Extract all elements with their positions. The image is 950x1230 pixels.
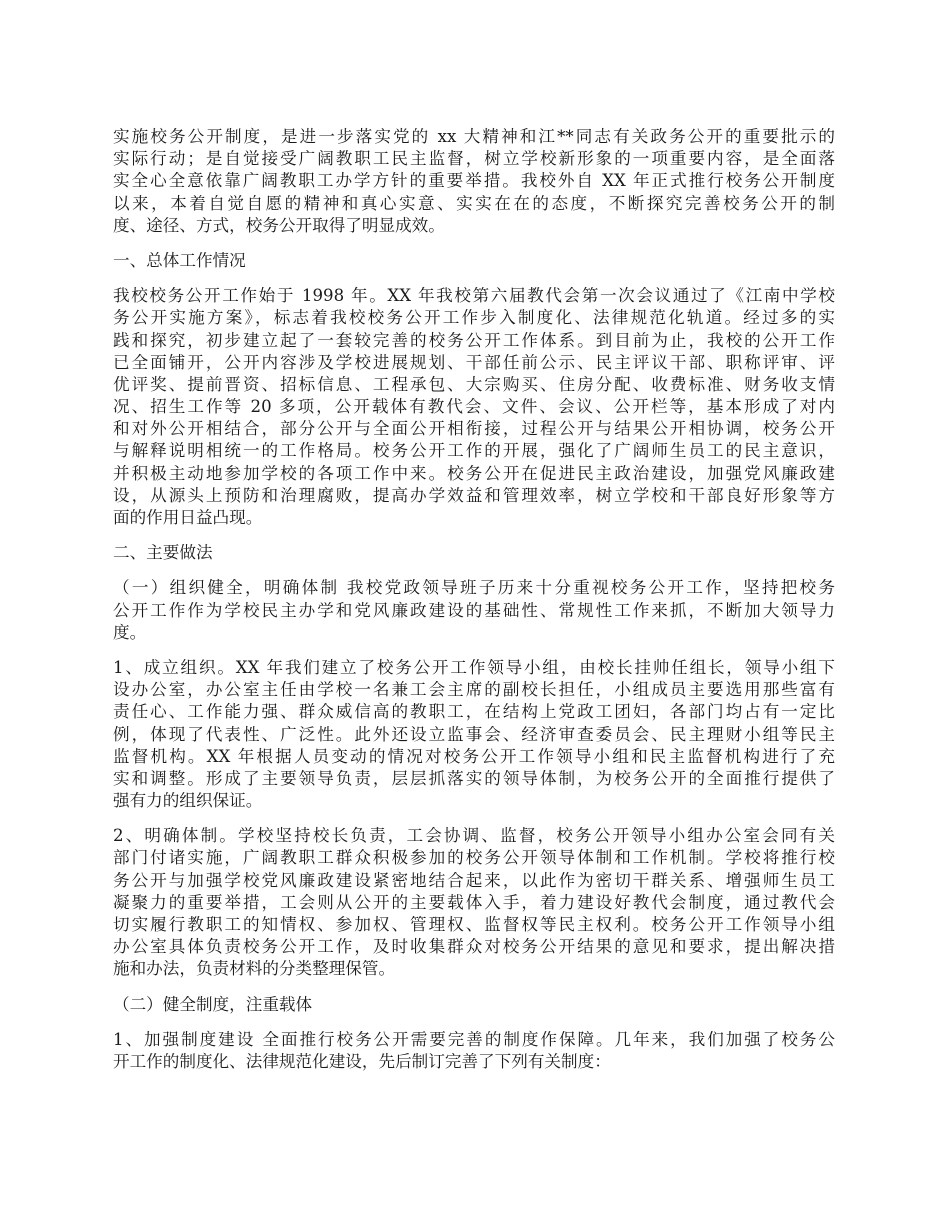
text-line: 我校校务公开工作始于 1998 年。XX 年我校第六届教代会第一次会议通过了《江南中学校	[113, 286, 835, 306]
text-line: 例，体现了代表性、广泛性。此外还设立监事会、经济审查委员会、民主理财小组等民主	[113, 724, 835, 744]
section-heading	[113, 542, 835, 564]
text-line: 况、招生工作等 20 多项，公开载体有教代会、文件、会议、公开栏等，基本形成了对内	[113, 397, 835, 417]
paragraph-institution-building	[113, 1029, 835, 1073]
text-line: 度。	[113, 622, 147, 642]
text-line: 强有力的组织保证。	[113, 791, 263, 811]
text-line: 切实履行教职工的知情权、参加权、管理权、监督权等民主权利。校务公开工作领导小组	[113, 915, 835, 934]
text-line: 1、成立组织。XX 年我们建立了校务公开工作领导小组，由校长挂帅任组长，领导小组下	[113, 657, 835, 677]
text-line: （一）组织健全，明确体制 我校党政领导班子历来十分重视校务公开工作，坚持把校务	[113, 578, 835, 598]
text-line: 责任心、工作能力强、群众威信高的教职工，在结构上党政工团妇，各部门均占有一定比	[113, 702, 835, 722]
text-line: 优评奖、提前晋资、招标信息、工程承包、大宗购买、住房分配、收费标准、财务收支情	[113, 374, 835, 394]
text-line: 公开工作作为学校民主办学和党风廉政建设的基础性、常规性工作来抓，不断加大领导力	[113, 600, 835, 620]
text-line: 办公室具体负责校务公开工作，及时收集群众对校务公开结果的意见和要求，提出解决措	[113, 937, 835, 957]
section-heading	[113, 250, 835, 272]
text-line: 部门付诸实施，广阔教职工群众积极参加的校务公开领导体制和工作机制。学校将推行校	[113, 848, 835, 868]
text-line: 和对外公开相结合，部分公开与全面公开相衔接，过程公开与结果公开相协调，校务公开	[113, 419, 835, 439]
text-line: 实施校务公开制度，是进一步落实党的 xx 大精神和江**同志有关政务公开的重要批示的	[113, 127, 835, 146]
paragraph-clarify-system	[113, 825, 835, 980]
text-line: 施和办法，负责材料的分类整理保管。	[113, 959, 396, 979]
heading-text: 二、主要做法	[113, 543, 213, 563]
paragraph-establish-group	[113, 657, 835, 812]
text-line: 实际行动；是自觉接受广阔教职工民主监督，树立学校新形象的一项重要内容，是全面落	[113, 149, 835, 169]
text-line: 监督机构。XX 年根据人员变动的情况对校务公开工作领导小组和民主监督机构进行了充	[113, 746, 835, 766]
text-line: 设，从源头上预防和治理腐败，提高办学效益和管理效率，树立学校和干部良好形象等方	[113, 485, 835, 505]
text-line: 度、途径、方式，校务公开取得了明显成效。	[113, 215, 445, 235]
text-line: 凝聚力的重要举措，工会则从公开的主要载体入手，着力建设好教代会制度，通过教代会	[113, 892, 835, 912]
text-line: 设办公室，办公室主任由学校一名兼工会主席的副校长担任，小组成员主要选用那些富有	[113, 680, 835, 700]
text-line: 务公开实施方案》，标志着我校校务公开工作步入制度化、法律规范化轨道。经过多的实	[113, 308, 835, 328]
text-line: 开工作的制度化、法律规范化建设，先后制订完善了下列有关制度：	[113, 1051, 611, 1071]
heading-text: 一、总体工作情况	[113, 250, 246, 270]
text-line: 实全心全意依靠广阔教职工办学方针的重要举措。我校外自 XX 年正式推行校务公开制度	[113, 171, 835, 191]
text-line: 面的作用日益凸现。	[113, 508, 263, 527]
text-line: 以来，本着自觉自愿的精神和真心实意、实实在在的态度，不断探究完善校务公开的制	[113, 193, 835, 213]
text-line: 1、加强制度建设 全面推行校务公开需要完善的制度作保障。几年来，我们加强了校务公	[113, 1029, 835, 1049]
text-line: 实和调整。形成了主要领导负责，层层抓落实的领导体制，为校务公开的全面推行提供了	[113, 768, 835, 788]
heading-text: （二）健全制度，注重载体	[113, 994, 313, 1014]
paragraph-organization	[113, 577, 835, 644]
text-line: 并积极主动地参加学校的各项工作中来。校务公开在促进民主政治建设，加强党风廉政建	[113, 463, 835, 483]
text-line: 2、明确体制。学校坚持校长负责，工会协调、监督，校务公开领导小组办公室会同有关	[113, 826, 835, 846]
paragraph-intro	[113, 126, 835, 237]
text-line: 践和探究，初步建立起了一套较完善的校务公开工作体系。到目前为止，我校的公开工作	[113, 330, 835, 350]
section-heading	[113, 994, 835, 1016]
text-line: 已全面铺开，公开内容涉及学校进展规划、干部任前公示、民主评议干部、职称评审、评	[113, 352, 835, 372]
document-page	[113, 126, 835, 1086]
text-line: 务公开与加强学校党风廉政建设紧密地结合起来，以此作为密切干群关系、增强师生员工	[113, 870, 835, 890]
paragraph-overview	[113, 285, 835, 529]
text-line: 与解释说明相统一的工作格局。校务公开工作的开展，强化了广阔师生员工的民主意识，	[113, 441, 835, 461]
